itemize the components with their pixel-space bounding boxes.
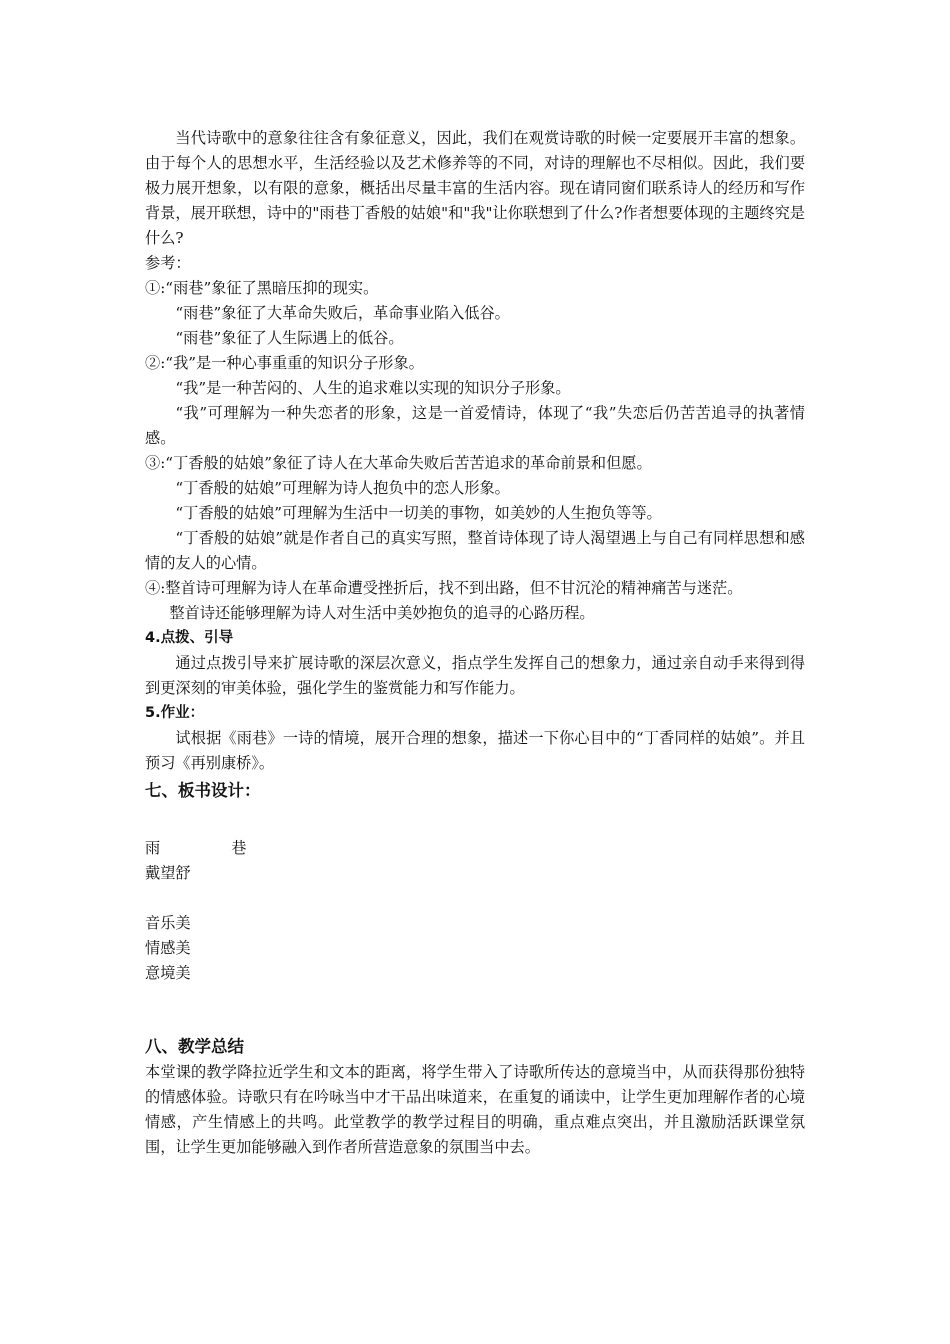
board-title-left: 雨 — [145, 839, 161, 857]
ref-2-line-1: ②:“我”是一种心事重重的知识分子形象。 — [145, 354, 424, 372]
board-author: 戴望舒 — [145, 864, 191, 882]
ref-4-line-1: ④:整首诗可理解为诗人在革命遭受挫折后，找不到出路，但不甘沉沦的精神痛苦与迷茫。 — [145, 579, 743, 597]
ref-3-line-3: “丁香般的姑娘”可理解为生活中一切美的事物，如美妙的人生抱负等等。 — [175, 504, 662, 522]
board-item: 音乐美 — [145, 914, 191, 932]
ref-3-line-1: ③:“丁香般的姑娘”象征了诗人在大革命失败后苦苦追求的革命前景和但愿。 — [145, 454, 652, 472]
section-4-heading: 4.点拨、引导 — [145, 630, 234, 646]
ref-1-line-1: ①:“雨巷”象征了黑暗压抑的现实。 — [145, 279, 379, 297]
ref-2-line-2: “我”是一种苦闷的、人生的追求难以实现的知识分子形象。 — [175, 379, 571, 397]
section-4-paragraph: 通过点拨引导来扩展诗歌的深层次意义，指点学生发挥自己的想象力，通过亲自动手来得到得到更深刻的审美体验，强化学生的鉴赏能力和写作能力。 — [145, 654, 805, 697]
section-8-paragraph: 本堂课的教学降拉近学生和文本的距离，将学生带入了诗歌所传达的意境当中，从而获得那份独特的情感体验。诗歌只有在吟咏当中才干品出味道来，在重复的诵读中，让学生更加理解作者的心境情感，产生情感上的共鸣。此堂教学的教学过程目的明确，重点难点突出，并且激励活跃课堂氛围，让学生更加能够融入到作者所营造意象的氛围当中去。 — [145, 1063, 805, 1156]
ref-1-line-3: “雨巷”象征了人生际遇上的低谷。 — [175, 329, 404, 347]
section-5-paragraph: 试根据《雨巷》一诗的情境，展开合理的想象，描述一下你心目中的“丁香同样的姑娘”。并且预习《再别康桥》。 — [145, 729, 805, 772]
section-7-heading: 七、板书设计： — [145, 781, 261, 800]
ref-4-line-2: 整首诗还能够理解为诗人对生活中美妙抱负的追寻的心路历程。 — [169, 604, 595, 622]
reference-label: 参考： — [145, 254, 191, 272]
document-page — [145, 126, 805, 1160]
board-item: 意境美 — [145, 964, 191, 982]
ref-1-line-2: “雨巷”象征了大革命失败后，革命事业陷入低谷。 — [175, 304, 510, 322]
board-item: 情感美 — [145, 939, 191, 957]
section-5-heading: 5.作业： — [145, 705, 205, 721]
ref-3-line-2: “丁香般的姑娘”可理解为诗人抱负中的恋人形象。 — [175, 479, 510, 497]
board-title — [145, 836, 805, 861]
intro-paragraph: 当代诗歌中的意象往往含有象征意义，因此，我们在观赏诗歌的时候一定要展开丰富的想象。由于每个人的思想水平，生活经验以及艺术修养等的不同，对诗的理解也不尽相似。因此，我们要极力展开想象，以有限的意象，概括出尽量丰富的生活内容。现在请同窗们联系诗人的经历和写作背景，展开联想，诗中的"雨巷丁香般的姑娘"和"我"让你联想到了什么?作者想要体现的主题终究是什么? — [145, 129, 805, 247]
section-8-heading: 八、教学总结 — [145, 1037, 244, 1056]
ref-2-line-3: “我”可理解为一种失恋者的形象，这是一首爱情诗，体现了“我”失恋后仍苦苦追寻的执著情感。 — [145, 404, 805, 447]
board-title-right: 巷 — [231, 839, 247, 857]
ref-3-line-4: “丁香般的姑娘”就是作者自己的真实写照，整首诗体现了诗人渴望遇上与自己有同样思想和感情的友人的心情。 — [145, 529, 805, 572]
